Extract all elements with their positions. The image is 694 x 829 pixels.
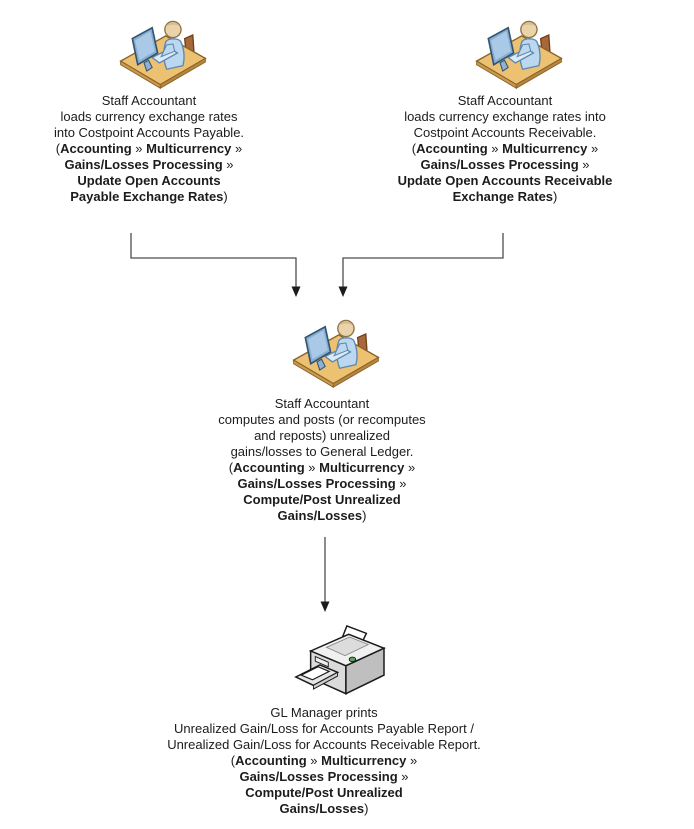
text-line: Gains/Losses Processing » [64,157,234,172]
text-line: Payable Exchange Rates) [70,189,228,204]
text-line: loads currency exchange rates into [404,109,606,124]
text-line: Gains/Losses Processing » [420,157,590,172]
text-line: Staff Accountant [101,93,197,108]
text-line: Compute/Post Unrealized [243,492,401,507]
text-line: GL Manager prints [270,705,378,720]
text-line: into Costpoint Accounts Payable. [53,125,245,140]
text-line: Update Open Accounts [77,173,221,188]
node-load-ap-exchange-rates [0,93,299,205]
person-computer-icon [469,16,569,90]
text-line: Unrealized Gain/Loss for Accounts Receivable Report. [167,737,481,752]
text-line: (Accounting » Multicurrency » [230,753,418,768]
text-line: Exchange Rates) [452,189,558,204]
node-print-reports [154,705,494,817]
text-line: gains/losses to General Ledger. [230,444,414,459]
text-line: computes and posts (or recomputes [218,412,426,427]
text-line: Gains/Losses Processing » [237,476,407,491]
text-line: Gains/Losses Processing » [239,769,409,784]
printer-icon [293,624,397,704]
person-computer-icon [113,16,213,90]
text-line: Costpoint Accounts Receivable. [413,125,597,140]
text-line: (Accounting » Multicurrency » [228,460,416,475]
text-line: Unrealized Gain/Loss for Accounts Payable Report / [174,721,474,736]
arrowhead-left [292,287,301,298]
text-line: and reposts) unrealized [254,428,390,443]
text-line: Gains/Losses) [279,801,369,816]
text-line: Staff Accountant [274,396,370,411]
text-line: Update Open Accounts Receivable [397,173,613,188]
arrowhead-right [339,287,348,298]
node-load-ar-exchange-rates [355,93,655,205]
connector-arrow-left [131,233,296,287]
text-line: loads currency exchange rates [60,109,238,124]
text-line: Staff Accountant [457,93,553,108]
text-line: (Accounting » Multicurrency » [411,141,599,156]
text-line: (Accounting » Multicurrency » [55,141,243,156]
text-line: Gains/Losses) [277,508,367,523]
person-computer-icon [286,315,386,389]
text-line: Compute/Post Unrealized [245,785,403,800]
arrowhead-down [321,602,330,613]
connector-arrow-right [343,233,503,287]
node-compute-post-unrealized [172,396,472,524]
